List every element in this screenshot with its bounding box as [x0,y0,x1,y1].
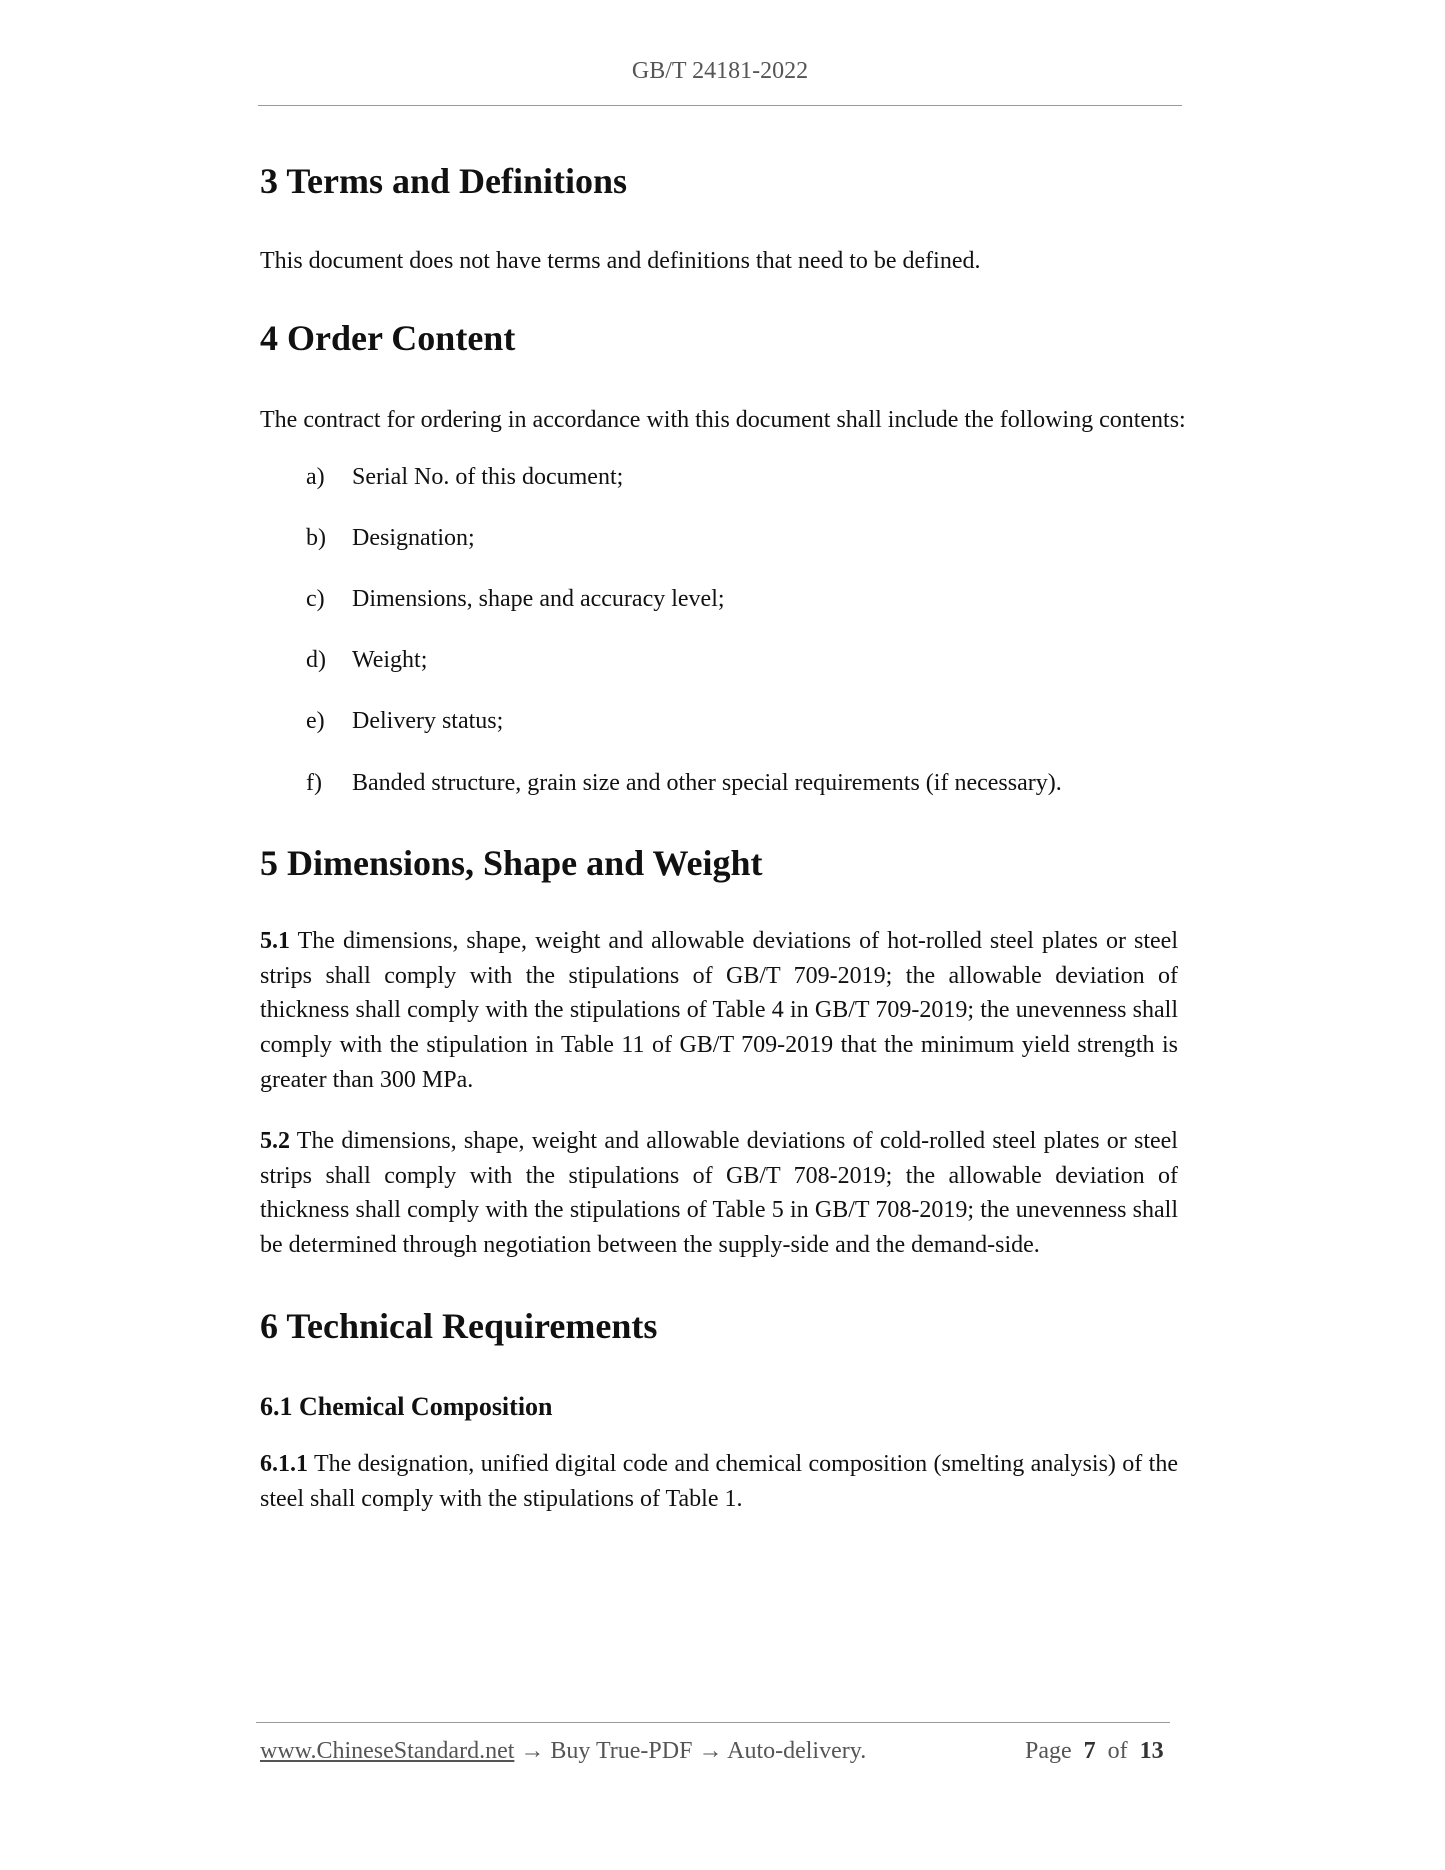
section-6-1-heading: 6.1 Chemical Composition [260,1392,553,1421]
page-label: Page [1025,1738,1072,1764]
list-marker: b) [306,525,326,551]
list-item-b [306,525,475,552]
promo-text: → Buy True-PDF → Auto-delivery. [514,1738,867,1764]
list-marker: d) [306,647,326,673]
list-item-d [306,647,427,674]
section-3-heading: 3 Terms and Definitions [260,161,628,201]
page-indicator [1025,1738,1164,1765]
list-marker: c) [306,586,325,612]
section-5-heading: 5 Dimensions, Shape and Weight [260,843,763,883]
page-number: 7 [1083,1738,1096,1764]
list-text: Weight; [352,647,428,673]
list-item-e [306,708,503,735]
total-pages: 13 [1139,1738,1164,1764]
list-text: Designation; [352,525,475,551]
of-label: of [1107,1738,1128,1764]
site-link[interactable]: www.ChineseStandard.net [260,1738,515,1764]
list-item-c [306,586,725,613]
section-5-2-paragraph [260,1124,1178,1263]
clause-number: 6.1.1 [260,1451,308,1477]
list-text: Serial No. of this document; [352,464,624,490]
list-marker: f) [306,770,322,796]
section-3-body: This document does not have terms and definitions that need to be defined. [260,248,981,274]
clause-text: The designation, unified digital code and chemical composition (smelting analysis) of the steel shall comply with the stipulations of Table 1. [260,1451,1178,1512]
clause-number: 5.2 [260,1128,290,1154]
list-item-f [306,770,1062,797]
footer-promo [260,1738,866,1765]
section-5-1-paragraph [260,924,1178,1098]
section-4-intro: The contract for ordering in accordance with this document shall include the following contents: [260,407,1186,433]
clause-text: The dimensions, shape, weight and allowable deviations of hot-rolled steel plates or steel strips shall comply with the stipulations of GB/T 709-2019; the allowable deviation of thickness shall comply with the stipulations of Table 4 in GB/T 709-2019; the unevenness shall comply with the stipulation in Table 11 of GB/T 709-2019 that the minimum yield strength is greater than 300 MPa. [260,928,1178,1093]
header-doc-code: GB/T 24181-2022 [631,58,809,84]
footer-divider [256,1722,1170,1723]
list-marker: a) [306,464,325,490]
section-6-1-1-paragraph [260,1447,1178,1516]
list-text: Delivery status; [352,708,504,734]
list-marker: e) [306,708,325,734]
list-text: Banded structure, grain size and other special requirements (if necessary). [352,770,1062,796]
header-divider [258,105,1182,106]
clause-text: The dimensions, shape, weight and allowable deviations of cold-rolled steel plates or steel strips shall comply with the stipulations of GB/T 708-2019; the allowable deviation of thickness shall comply with the stipulations of Table 5 in GB/T 708-2019; the unevenness shall be determined through negotiation between the supply-side and the demand-side. [260,1128,1178,1259]
section-4-heading: 4 Order Content [260,318,516,358]
clause-number: 5.1 [260,928,290,954]
list-item-a [306,464,623,491]
list-text: Dimensions, shape and accuracy level; [352,586,725,612]
section-6-heading: 6 Technical Requirements [260,1306,658,1346]
